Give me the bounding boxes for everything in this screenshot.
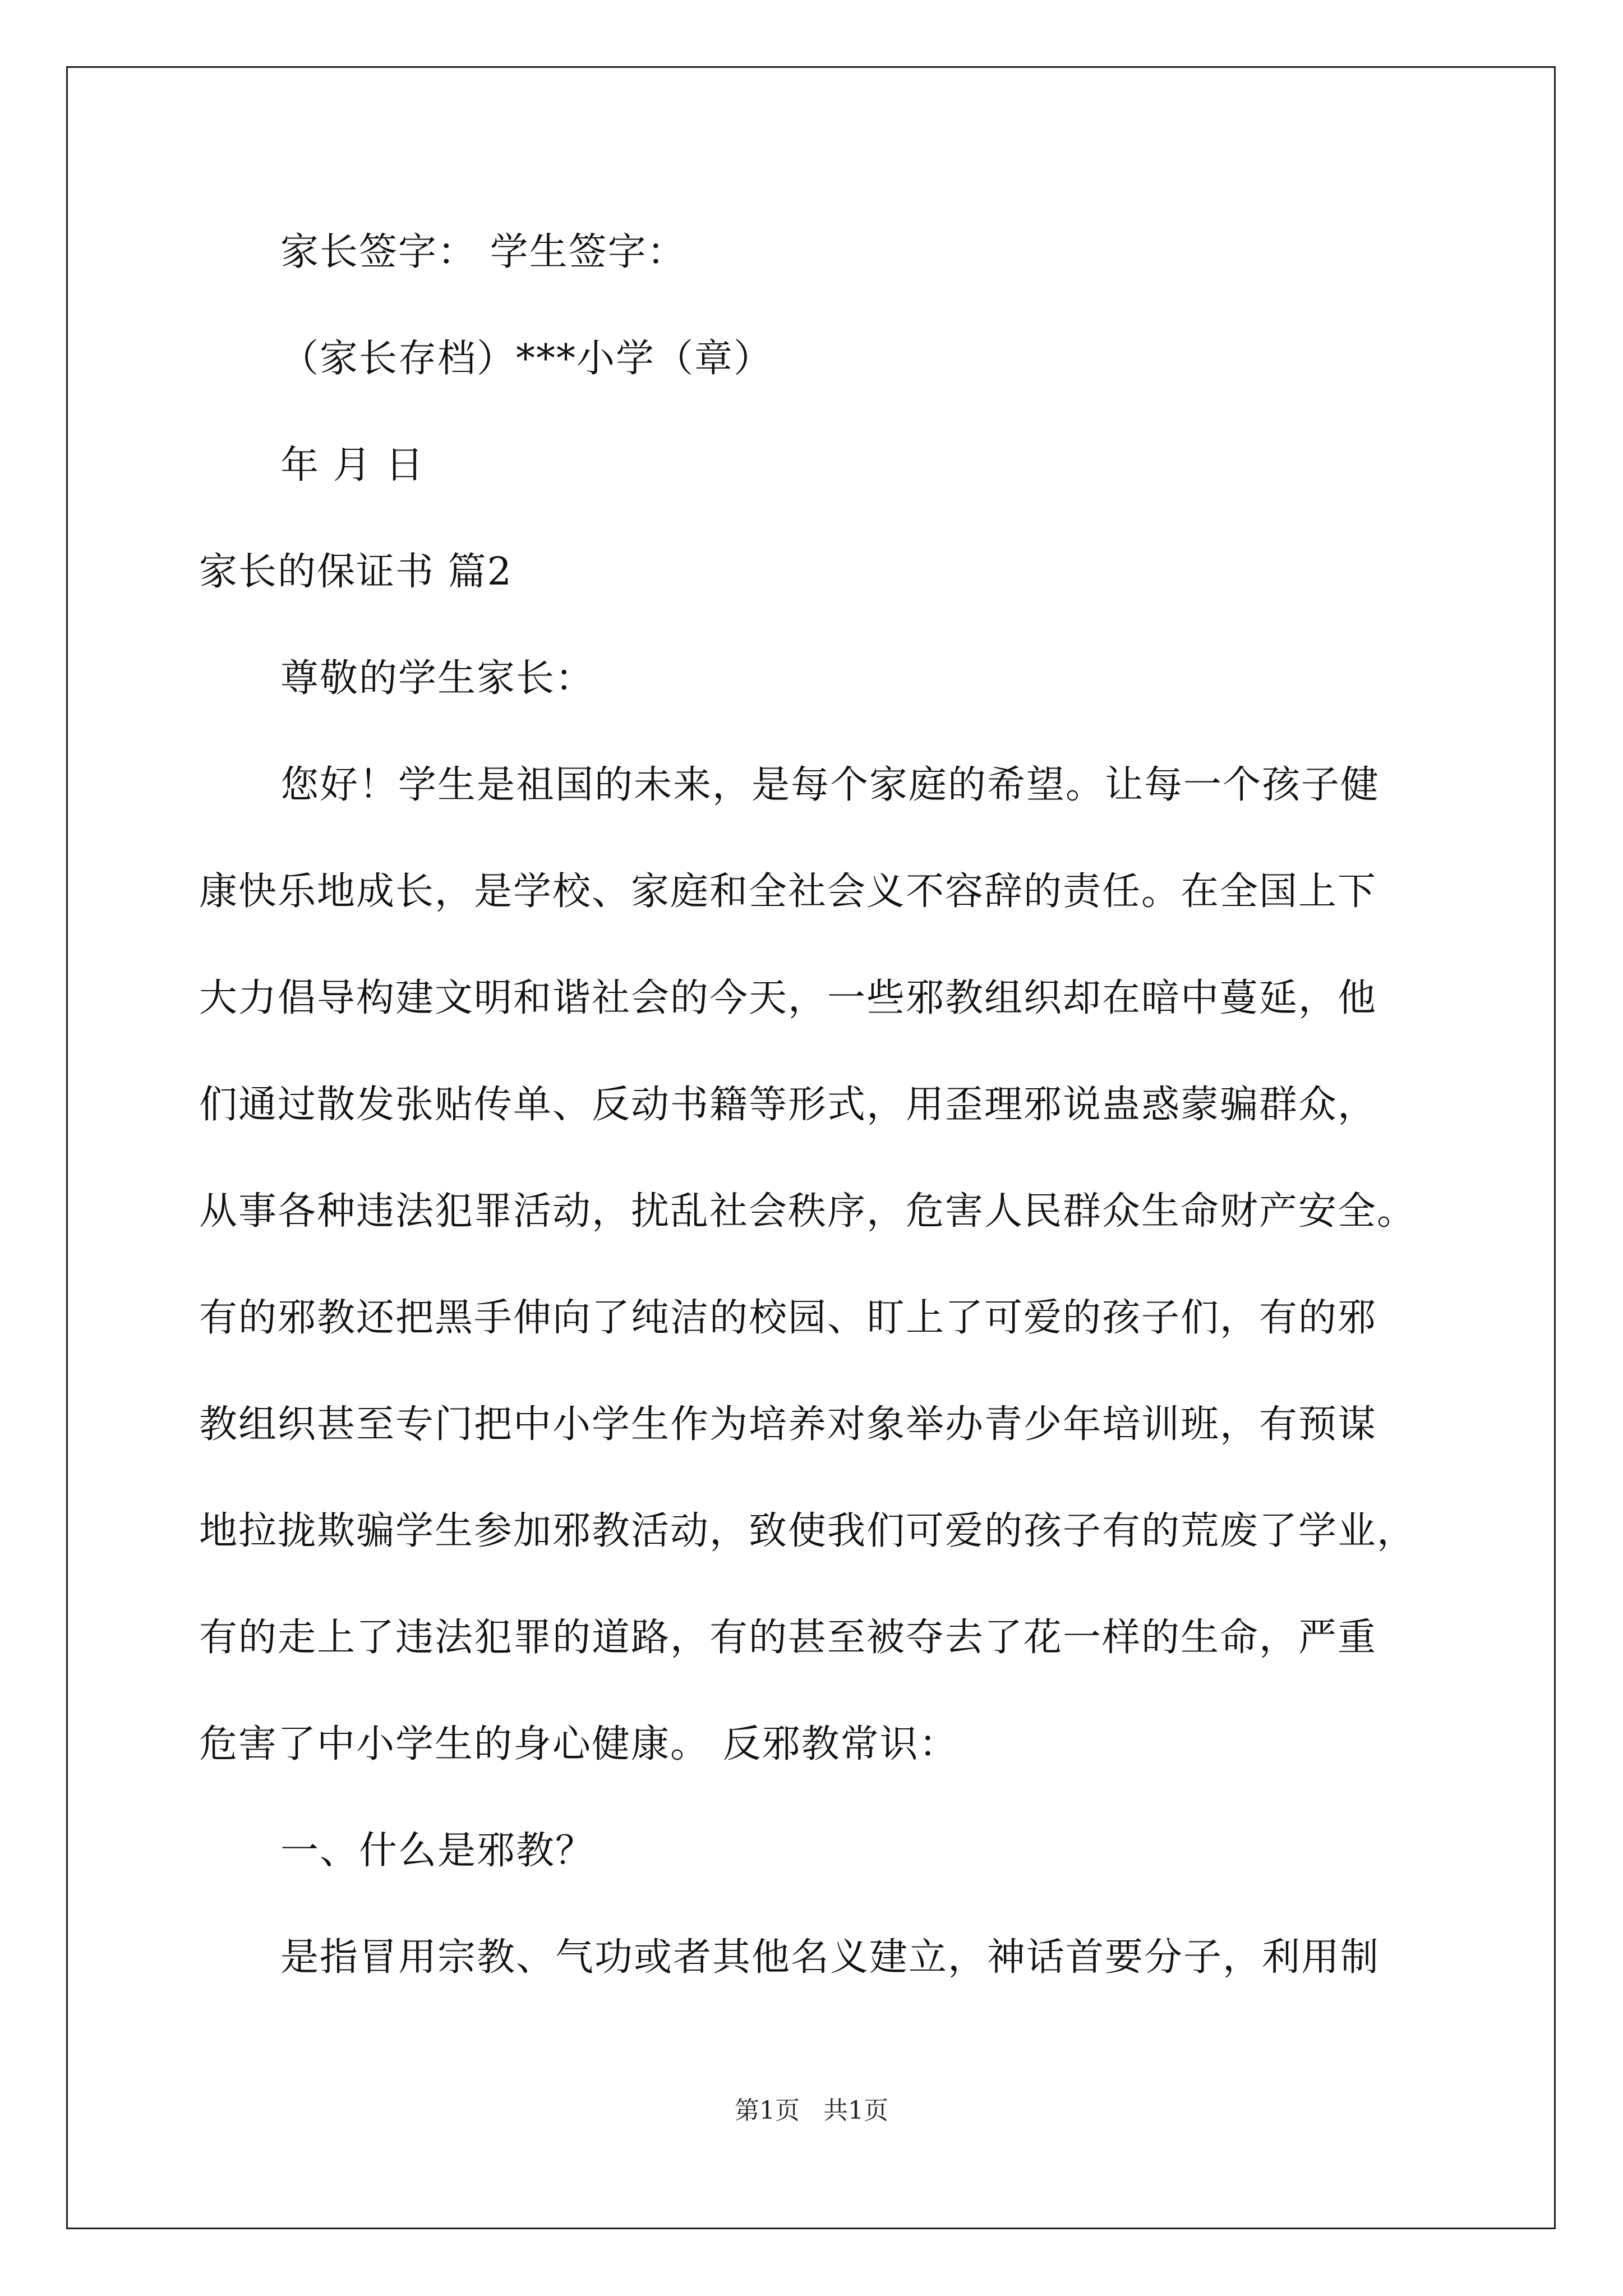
paragraph-line: 们通过散发张贴传单、反动书籍等形式，用歪理邪说蛊惑蒙骗群众， [199,1083,1377,1127]
paragraph-line: 有的走上了违法犯罪的道路，有的甚至被夺去了花一样的生命，严重 [199,1616,1377,1660]
parent-signature-line: 家长签字： 学生签字： [280,230,686,274]
paragraph-line: 地拉拢欺骗学生参加邪教活动，致使我们可爱的孩子有的荒废了学业， [199,1509,1417,1553]
paragraph-line: 教组织甚至专门把中小学生作为培养对象举办青少年培训班，有预谋 [199,1402,1377,1447]
date-line: 年 月 日 [280,443,425,487]
paragraph-line: 康快乐地成长，是学校、家庭和全社会义不容辞的责任。在全国上下 [199,869,1377,914]
paragraph-line: 危害了中小学生的身心健康。 反邪教常识： [199,1722,958,1766]
paragraph-line: 从事各种违法犯罪活动，扰乱社会秩序，危害人民群众生命财产安全。 [199,1189,1417,1234]
section-heading: 家长的保证书 篇2 [199,550,513,594]
paragraph-line: 是指冒用宗教、气功或者其他名义建立，神话首要分子，利用制 [280,1935,1380,1980]
paragraph-line: 大力倡导构建文明和谐社会的今天，一些邪教组织却在暗中蔓延，他 [199,976,1377,1020]
paragraph-line: 有的邪教还把黑手伸向了纯洁的校园、盯上了可爱的孩子们，有的邪 [199,1296,1377,1340]
page-border [66,66,1556,2229]
subsection-heading: 一、什么是邪教？ [280,1829,595,1873]
archive-stamp-line: （家长存档）***小学（章） [280,337,773,381]
page-footer: 第1页 共1页 [735,2096,888,2125]
paragraph-line: 您好！学生是祖国的未来，是每个家庭的希望。让每一个孩子健 [280,763,1380,807]
salutation: 尊敬的学生家长： [280,656,595,701]
